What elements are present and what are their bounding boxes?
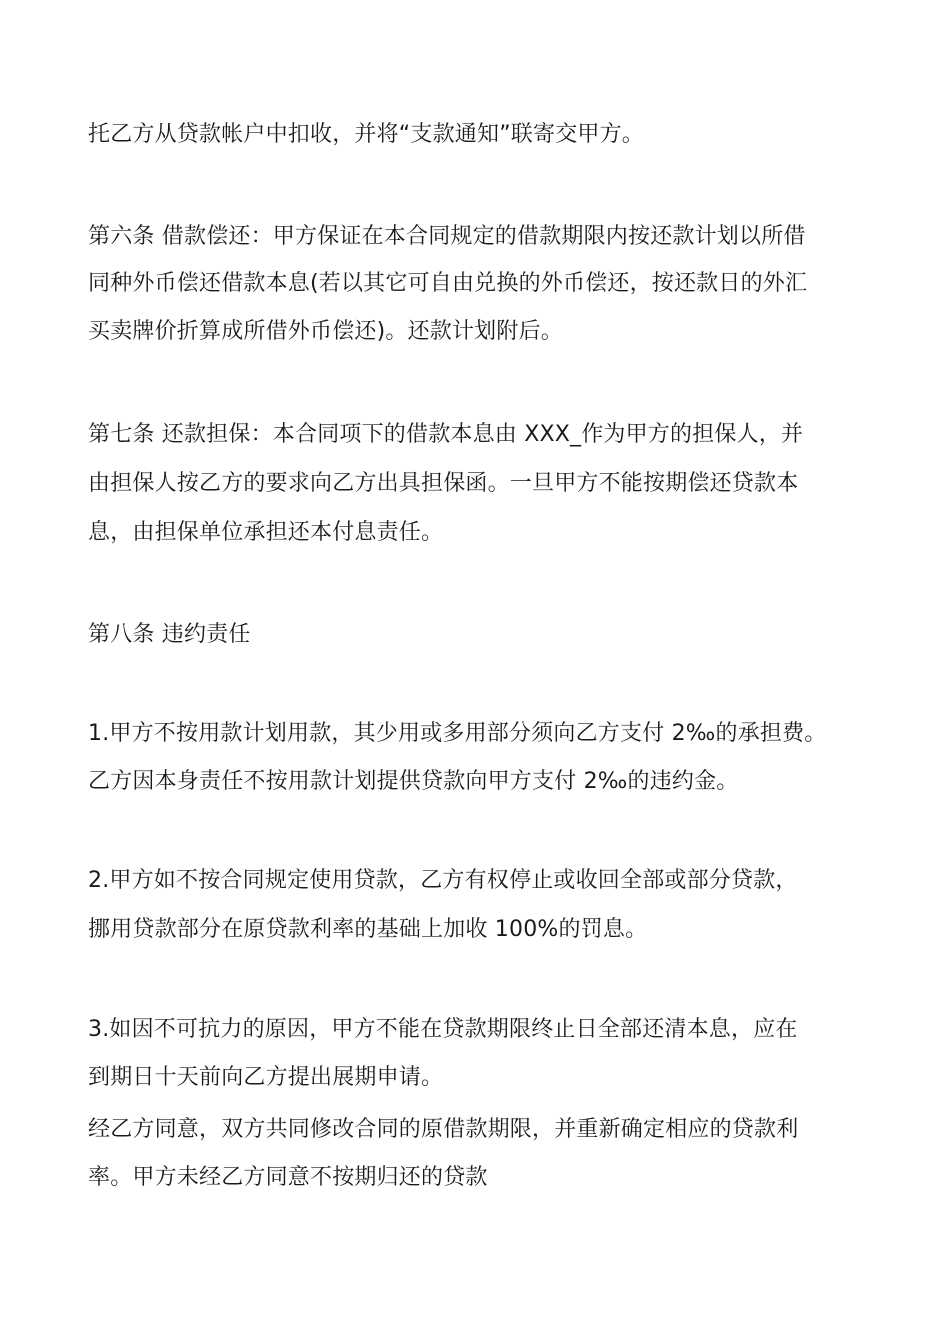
article-8-heading: 第八条 违约责任 bbox=[88, 622, 251, 647]
article-6-line: 第六条 借款偿还：甲方保证在本合同规定的借款期限内按还款计划以所借 bbox=[88, 224, 806, 249]
text-line: 买卖牌价折算成所借外币偿还)。还款计划附后。 bbox=[88, 319, 563, 344]
text-line: 由担保人按乙方的要求向乙方出具担保函。一旦甲方不能按期偿还贷款本 bbox=[88, 471, 799, 496]
article-7-line: 第七条 还款担保：本合同项下的借款本息由 XXX_作为甲方的担保人，并 bbox=[88, 422, 804, 447]
text-line: 息，由担保单位承担还本付息责任。 bbox=[88, 520, 444, 545]
clause-1-line: 1.甲方不按用款计划用款，其少用或多用部分须向乙方支付 2‰的承担费。 bbox=[88, 721, 827, 746]
text-line: 托乙方从贷款帐户中扣收，并将“支款通知”联寄交甲方。 bbox=[88, 122, 644, 147]
clause-2-line: 2.甲方如不按合同规定使用贷款，乙方有权停止或收回全部或部分贷款， bbox=[88, 868, 798, 893]
text-line: 乙方因本身责任不按用款计划提供贷款向甲方支付 2‰的违约金。 bbox=[88, 769, 739, 794]
clause-3-line: 3.如因不可抗力的原因，甲方不能在贷款期限终止日全部还清本息，应在 bbox=[88, 1017, 798, 1042]
text-line: 挪用贷款部分在原贷款利率的基础上加收 100%的罚息。 bbox=[88, 917, 648, 942]
text-line: 到期日十天前向乙方提出展期申请。 bbox=[88, 1065, 444, 1090]
text-line: 率。甲方未经乙方同意不按期归还的贷款 bbox=[88, 1165, 488, 1190]
text-line: 同种外币偿还借款本息(若以其它可自由兑换的外币偿还，按还款日的外汇 bbox=[88, 271, 808, 296]
text-line: 经乙方同意，双方共同修改合同的原借款期限，并重新确定相应的贷款利 bbox=[88, 1117, 799, 1142]
